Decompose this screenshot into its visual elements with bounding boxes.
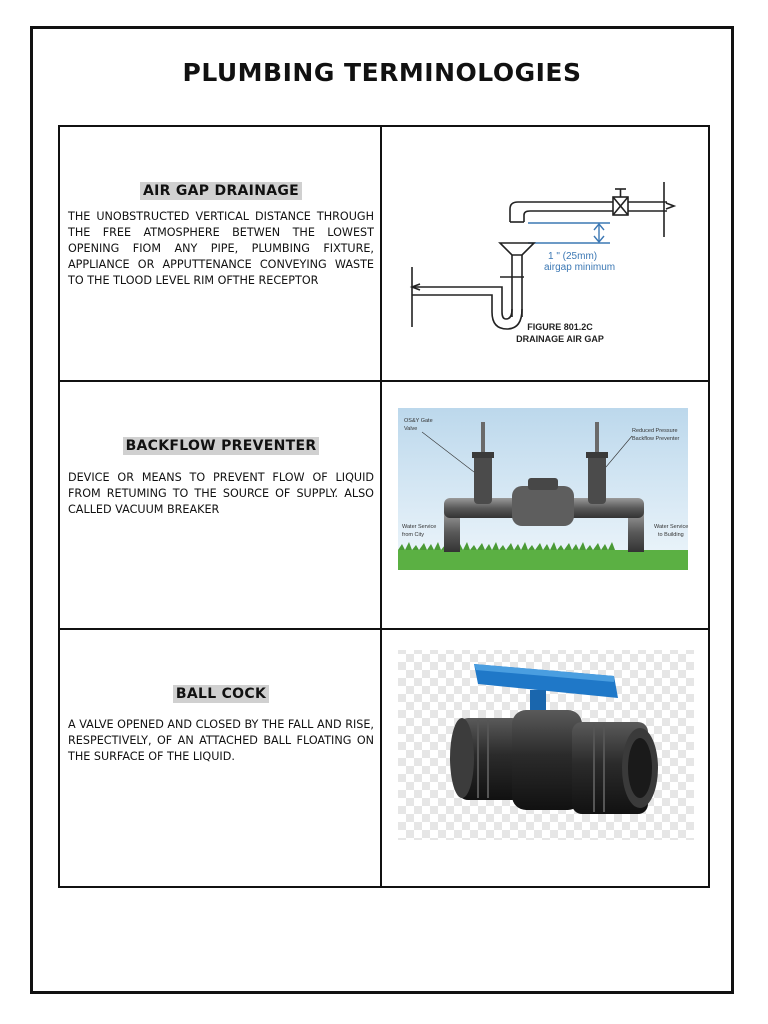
term-row-backflow	[60, 382, 708, 630]
term-row-air-gap	[60, 127, 708, 382]
term-definition: THE UNOBSTRUCTED VERTICAL DISTANCE THROUGH THE FREE ATMOSPHERE BETWEN THE LOWEST OPENING FIOM ANY PIPE, PLUMBING FIXTURE, APPLIANCE OR APPUTTENANCE CONVEYING WASTE TO THE TLOOD LEVEL RIM OFTHE RECEPTOR	[68, 210, 374, 287]
label-reduced-pressure-2: Backflow Preventer	[632, 436, 680, 442]
air-gap-sublabel: airgap minimum	[544, 262, 616, 273]
grass	[398, 550, 688, 570]
term-text-cell	[60, 630, 382, 886]
term-text-cell	[60, 382, 382, 628]
term-heading	[60, 429, 382, 457]
term-heading	[60, 174, 382, 202]
backflow-preventer-illustration	[382, 382, 708, 630]
drainage-air-gap-diagram	[382, 127, 708, 382]
term-image-cell	[382, 127, 708, 380]
air-gap-dimension	[528, 223, 610, 243]
valve-body	[450, 710, 658, 814]
term-text-cell	[60, 127, 382, 380]
label-service-to-building: Water Service	[654, 524, 689, 530]
ball-valve-illustration	[382, 630, 708, 886]
page-title: PLUMBING TERMINOLOGIES	[182, 58, 582, 87]
term-image-cell	[382, 382, 708, 628]
drain-trap	[412, 243, 534, 329]
label-reduced-pressure: Reduced Pressure	[632, 428, 678, 434]
label-gate-valve-2: Valve	[404, 426, 418, 432]
figure-caption-number: FIGURE 801.2C	[527, 322, 593, 332]
term-definition: DEVICE OR MEANS TO PREVENT FLOW OF LIQUID FROM RETUMING TO THE SOURCE OF SUPPLY. ALSO CALLED VACUUM BREAKER	[68, 471, 374, 516]
term-heading-label: BALL COCK	[173, 685, 269, 703]
label-service-from-city: Water Service	[402, 524, 437, 530]
term-image-cell	[382, 630, 708, 886]
term-definition: A VALVE OPENED AND CLOSED BY THE FALL AND RISE, RESPECTIVELY, OF AN ATTACHED BALL FLOATING ON THE SURFACE OF THE LIQUID.	[68, 718, 374, 763]
terminology-table	[58, 125, 710, 888]
figure-caption-title: DRAINAGE AIR GAP	[516, 334, 604, 344]
term-heading-label: BACKFLOW PREVENTER	[123, 437, 320, 455]
faucet-pipe	[510, 182, 674, 237]
reduced-pressure-body	[512, 486, 574, 526]
term-heading	[60, 677, 382, 705]
term-row-ball-cock	[60, 630, 708, 886]
air-gap-label: 1 " (25mm)	[548, 251, 598, 262]
term-heading-label: AIR GAP DRAINAGE	[140, 182, 302, 200]
label-gate-valve: OS&Y Gate	[404, 418, 433, 424]
label-service-to-building-2: to Building	[658, 532, 684, 538]
label-service-from-city-2: from City	[402, 532, 424, 538]
